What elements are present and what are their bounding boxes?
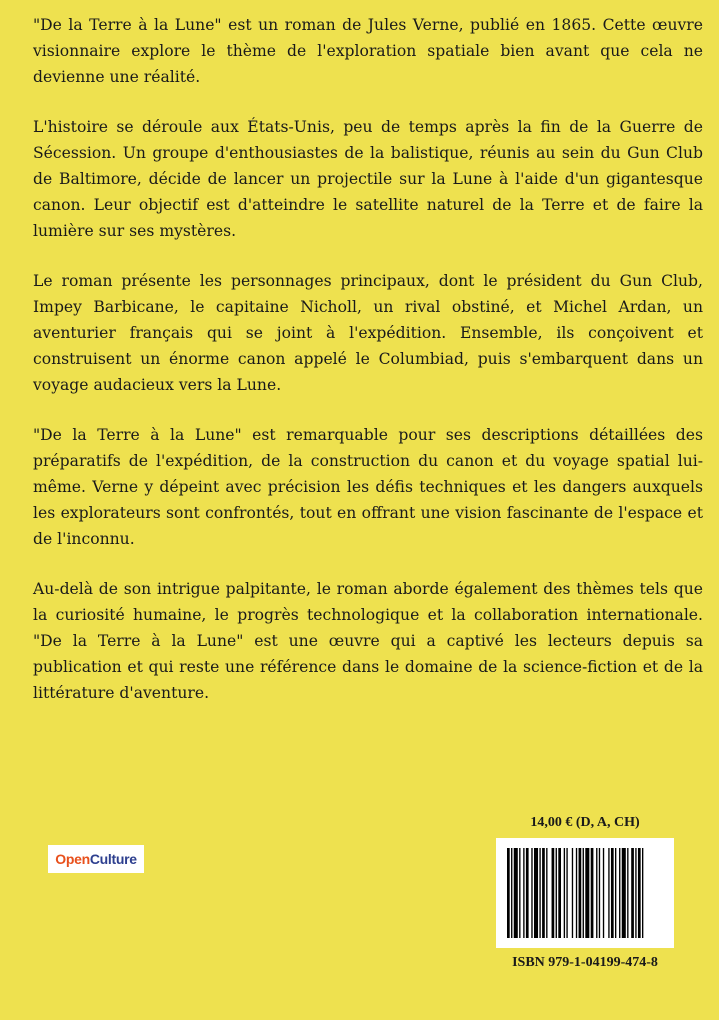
barcode-bar [631, 848, 634, 938]
barcode-graphic [507, 848, 663, 938]
barcode-bar [539, 848, 540, 938]
barcode-bar [556, 848, 557, 938]
back-cover-blurb [33, 12, 703, 730]
barcode-bar [572, 848, 573, 938]
barcode-bar [635, 848, 636, 938]
barcode-bar [542, 848, 545, 938]
barcode-bar [627, 848, 628, 938]
barcode-bar [619, 848, 620, 938]
barcode-bar [585, 848, 589, 938]
barcode-bar [642, 848, 643, 938]
barcode-bar [558, 848, 561, 938]
barcode-bar [531, 848, 532, 938]
barcode-bar [611, 848, 614, 938]
barcode-bar [591, 848, 594, 938]
barcode-bar [534, 848, 538, 938]
barcode-bar [622, 848, 626, 938]
barcode-bar [523, 848, 524, 938]
barcode-bar [638, 848, 641, 938]
barcode-bar [566, 848, 567, 938]
blurb-paragraph-4: "De la Terre à la Lune" est remarquable pour ses descriptions détaillées des préparatifs de l'expédition, de la construction du canon et du voyage spatial lui-même. Verne y dépeint avec précision les défis techniques et les dangers auxquels les explorateurs sont confrontés, tout en offrant une vision fascinante de l'espace et de l'inconnu. [33, 426, 703, 548]
barcode-bar [596, 848, 597, 938]
barcode [496, 838, 674, 948]
isbn-label: ISBN 979-1-04199-474-8 [512, 955, 658, 970]
price-label: 14,00 € (D, A, CH) [530, 815, 640, 830]
blurb-paragraph-2: L'histoire se déroule aux États-Unis, peu de temps après la fin de la Guerre de Sécession. Un groupe d'enthousiastes de la balistique, réunis au sein du Gun Club de Baltimore, décide de lancer un projectile sur la Lune à l'aide d'un gigantesque canon. Leur objectif est d'atteindre le satellite naturel de la Terre et de faire la lumière sur ses mystères. [33, 118, 703, 240]
opencultur-logo [48, 845, 144, 873]
logo-culture-text: Culture [89, 851, 137, 867]
barcode-bar [546, 848, 547, 938]
blurb-paragraph-1: "De la Terre à la Lune" est un roman de Jules Verne, publié en 1865. Cette œuvre visionnaire explore le thème de l'exploration spatiale bien avant que cela ne devienne une réalité. [33, 16, 703, 86]
blurb-paragraph-5: Au-delà de son intrigue palpitante, le roman aborde également des thèmes tels que la curiosité humaine, le progrès technologique et la collaboration internationale. "De la Terre à la Lune" est une œuvre qui a captivé les lecteurs depuis sa publication et qui reste une référence dans le domaine de la science-fiction et de la littérature d'aventure. [33, 580, 703, 702]
barcode-bar [579, 848, 582, 938]
barcode-bar [608, 848, 609, 938]
logo-open-text: Open [55, 851, 90, 867]
barcode-bar [564, 848, 565, 938]
barcode-bar [511, 848, 512, 938]
barcode-bar [519, 848, 520, 938]
barcode-bar [576, 848, 577, 938]
barcode-bar [552, 848, 555, 938]
barcode-bar [599, 848, 600, 938]
barcode-bar [507, 848, 510, 938]
barcode-bar [615, 848, 616, 938]
barcode-bar [526, 848, 529, 938]
blurb-paragraph-3: Le roman présente les personnages principaux, dont le président du Gun Club, Impey Barbicane, le capitaine Nicholl, un rival obstiné, et Michel Ardan, un aventurier français qui se joint à l'expédition. Ensemble, ils conçoivent et construisent un énorme canon appelé le Columbiad, puis s'embarquent dans un voyage audacieux vers la Lune. [33, 272, 703, 394]
barcode-bar [603, 848, 604, 938]
barcode-bar [514, 848, 518, 938]
barcode-bar [583, 848, 584, 938]
